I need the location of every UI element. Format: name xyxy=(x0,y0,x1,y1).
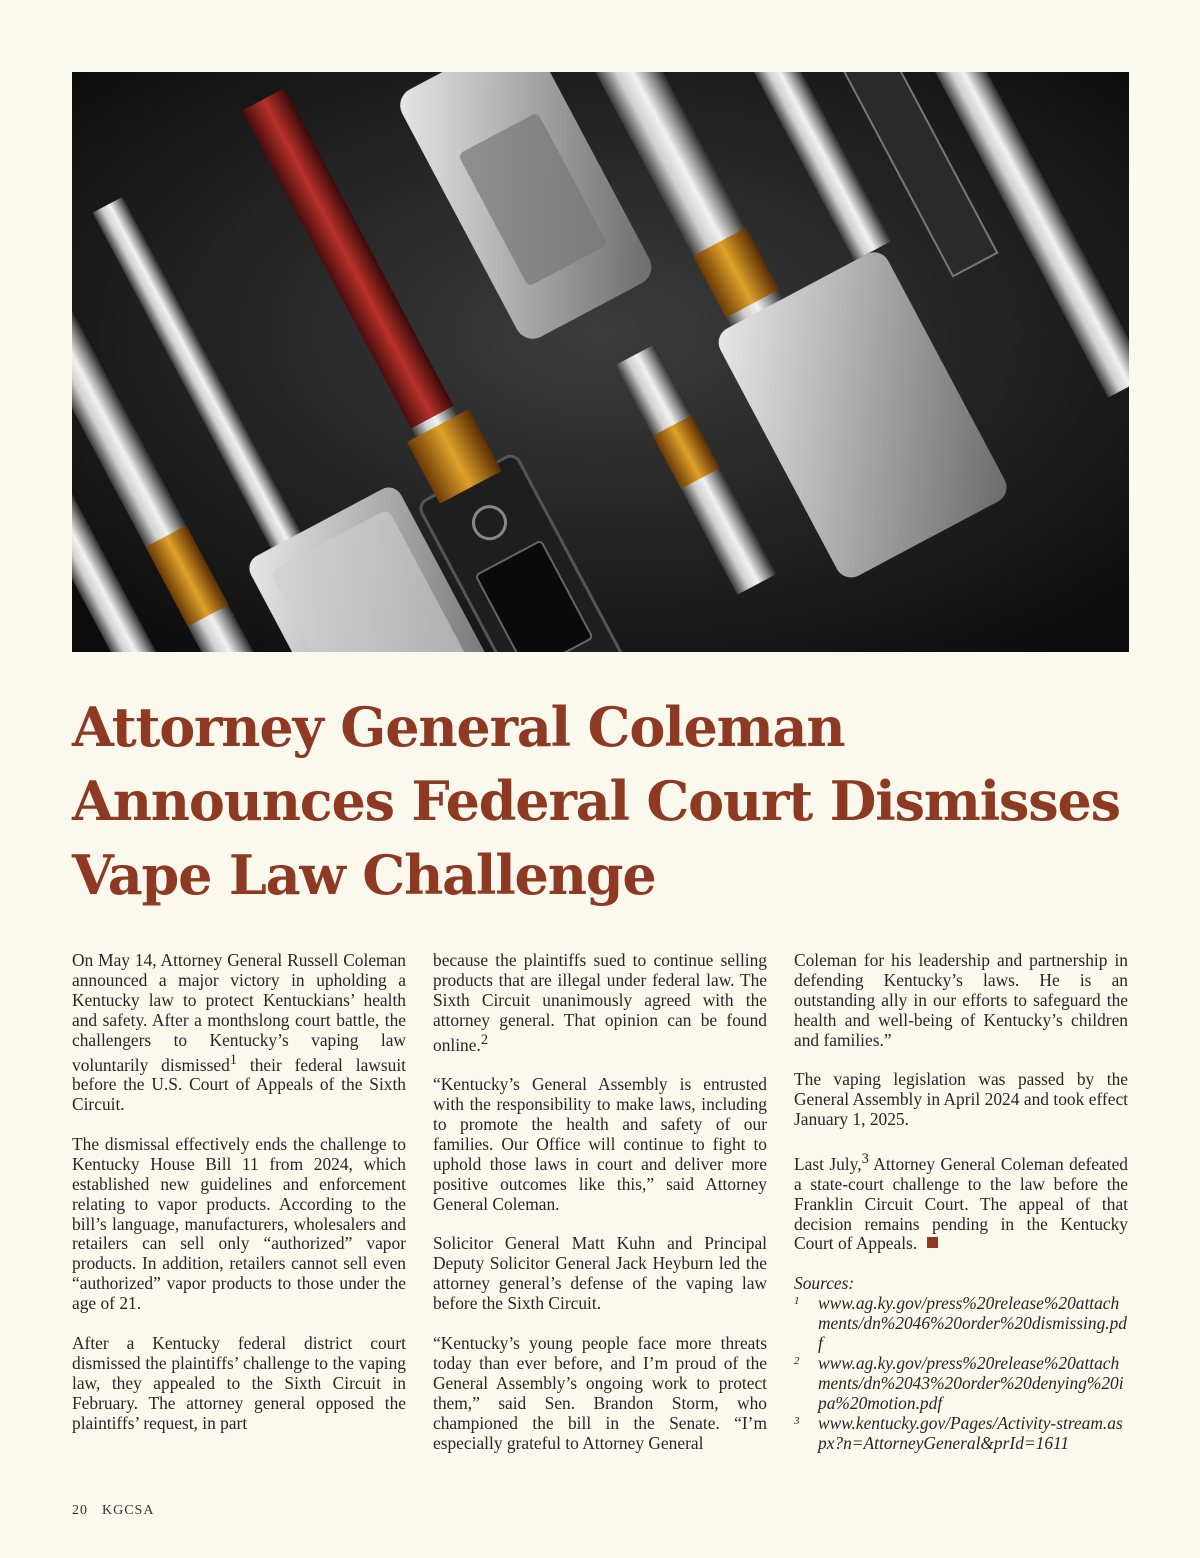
article-column-1 xyxy=(72,951,406,1453)
paragraph-text: Attorney General Coleman defeated a state-court challenge to the law before the Franklin Circuit Court. The appeal of that decision remains pending in the Kentucky Court of Appeals. xyxy=(794,1153,1128,1254)
article-column-2 xyxy=(433,951,767,1473)
source-link[interactable]: www.ag.ky.gov/press%20release%20attachments/dn%2043%20order%20denying%20ipa%20motion.pdf xyxy=(818,1352,1124,1413)
paragraph: “Kentucky’s young people face more threats today than ever before, and I’m proud of the General Assembly’s ongoing work to protect them,” said Sen. Brandon Storm, who championed the bill in the Senate. “I’m especially grateful to Attorney General xyxy=(433,1332,767,1453)
source-number: 1 xyxy=(794,1295,800,1308)
source-item xyxy=(794,1354,1128,1414)
paragraph xyxy=(72,951,406,1115)
paragraph xyxy=(433,951,767,1055)
article-column-3 xyxy=(794,951,1128,1453)
paragraph-text: their federal lawsuit before the U.S. Court of Appeals of the Sixth Circuit. xyxy=(72,1054,406,1115)
vape-devices-photo xyxy=(72,72,1129,652)
source-link[interactable]: www.kentucky.gov/Pages/Activity-stream.aspx?n=AttorneyGeneral&prId=1611 xyxy=(818,1412,1123,1453)
paragraph: The dismissal effectively ends the challenge to Kentucky House Bill 11 from 2024, which established new guidelines and enforcement relating to vapor products. According to the bill’s language, manufacturers, wholesalers and retailers can sell only “authorized” vapor products. In addition, retailers cannot sell even “authorized” vapor products to those under the age of 21. xyxy=(72,1133,406,1314)
paragraph: After a Kentucky federal district court dismissed the plaintiffs’ challenge to the vaping law, they appealed to the Sixth Circuit in February. The attorney general opposed the plaintiffs’ request, in part xyxy=(72,1332,406,1433)
source-number: 3 xyxy=(794,1414,800,1427)
paragraph: Solicitor General Matt Kuhn and Principal Deputy Solicitor General Jack Heyburn led the attorney general’s defense of the vaping law before the Sixth Circuit. xyxy=(433,1233,767,1314)
paragraph: “Kentucky’s General Assembly is entrusted with the responsibility to make laws, including to promote the health and safety of our families. Our Office will continue to fight to uphold those laws in court and deliver more positive outcomes like this,” said Attorney General Coleman. xyxy=(433,1074,767,1214)
footnote-ref: 2 xyxy=(480,1031,489,1048)
footnote-ref: 3 xyxy=(861,1151,869,1168)
footnote-ref: 1 xyxy=(229,1051,238,1068)
paragraph-text: because the plaintiffs sued to continue selling products that are illegal under federal law. The Sixth Circuit unanimously agreed with the attorney general. That opinion can be found online. xyxy=(433,950,767,1055)
sources-list xyxy=(794,1274,1128,1453)
source-item xyxy=(794,1294,1128,1354)
end-of-article-mark xyxy=(927,1237,938,1248)
paragraph-text: Last July, xyxy=(794,1153,862,1174)
article-headline: Attorney General Coleman Announces Federal Court Dismisses Vape Law Challenge xyxy=(72,695,1120,907)
paragraph xyxy=(794,1150,1128,1254)
page-number: 20 xyxy=(72,1503,88,1518)
source-number: 2 xyxy=(794,1354,800,1367)
source-item xyxy=(794,1414,1128,1454)
page-footer xyxy=(72,1503,154,1519)
paragraph: Coleman for his leadership and partnership in defending Kentucky’s laws. He is an outstanding ally in our efforts to safeguard the health and well-being of Kentucky’s children and families.” xyxy=(794,950,1128,1050)
paragraph-text: On May 14, Attorney General Russell Coleman announced a major victory in upholding a Kentucky law to protect Kentuckians’ health and safety. After a monthslong court battle, the challengers to Kentucky’s vaping law voluntarily dismissed xyxy=(72,950,406,1075)
publication-name: KGCSA xyxy=(102,1503,155,1518)
paragraph: The vaping legislation was passed by the General Assembly in April 2024 and took effect January 1, 2025. xyxy=(794,1069,1128,1130)
sources-heading: Sources: xyxy=(794,1273,855,1294)
source-link[interactable]: www.ag.ky.gov/press%20release%20attachments/dn%2046%20order%20dismissing.pdf xyxy=(818,1293,1127,1353)
